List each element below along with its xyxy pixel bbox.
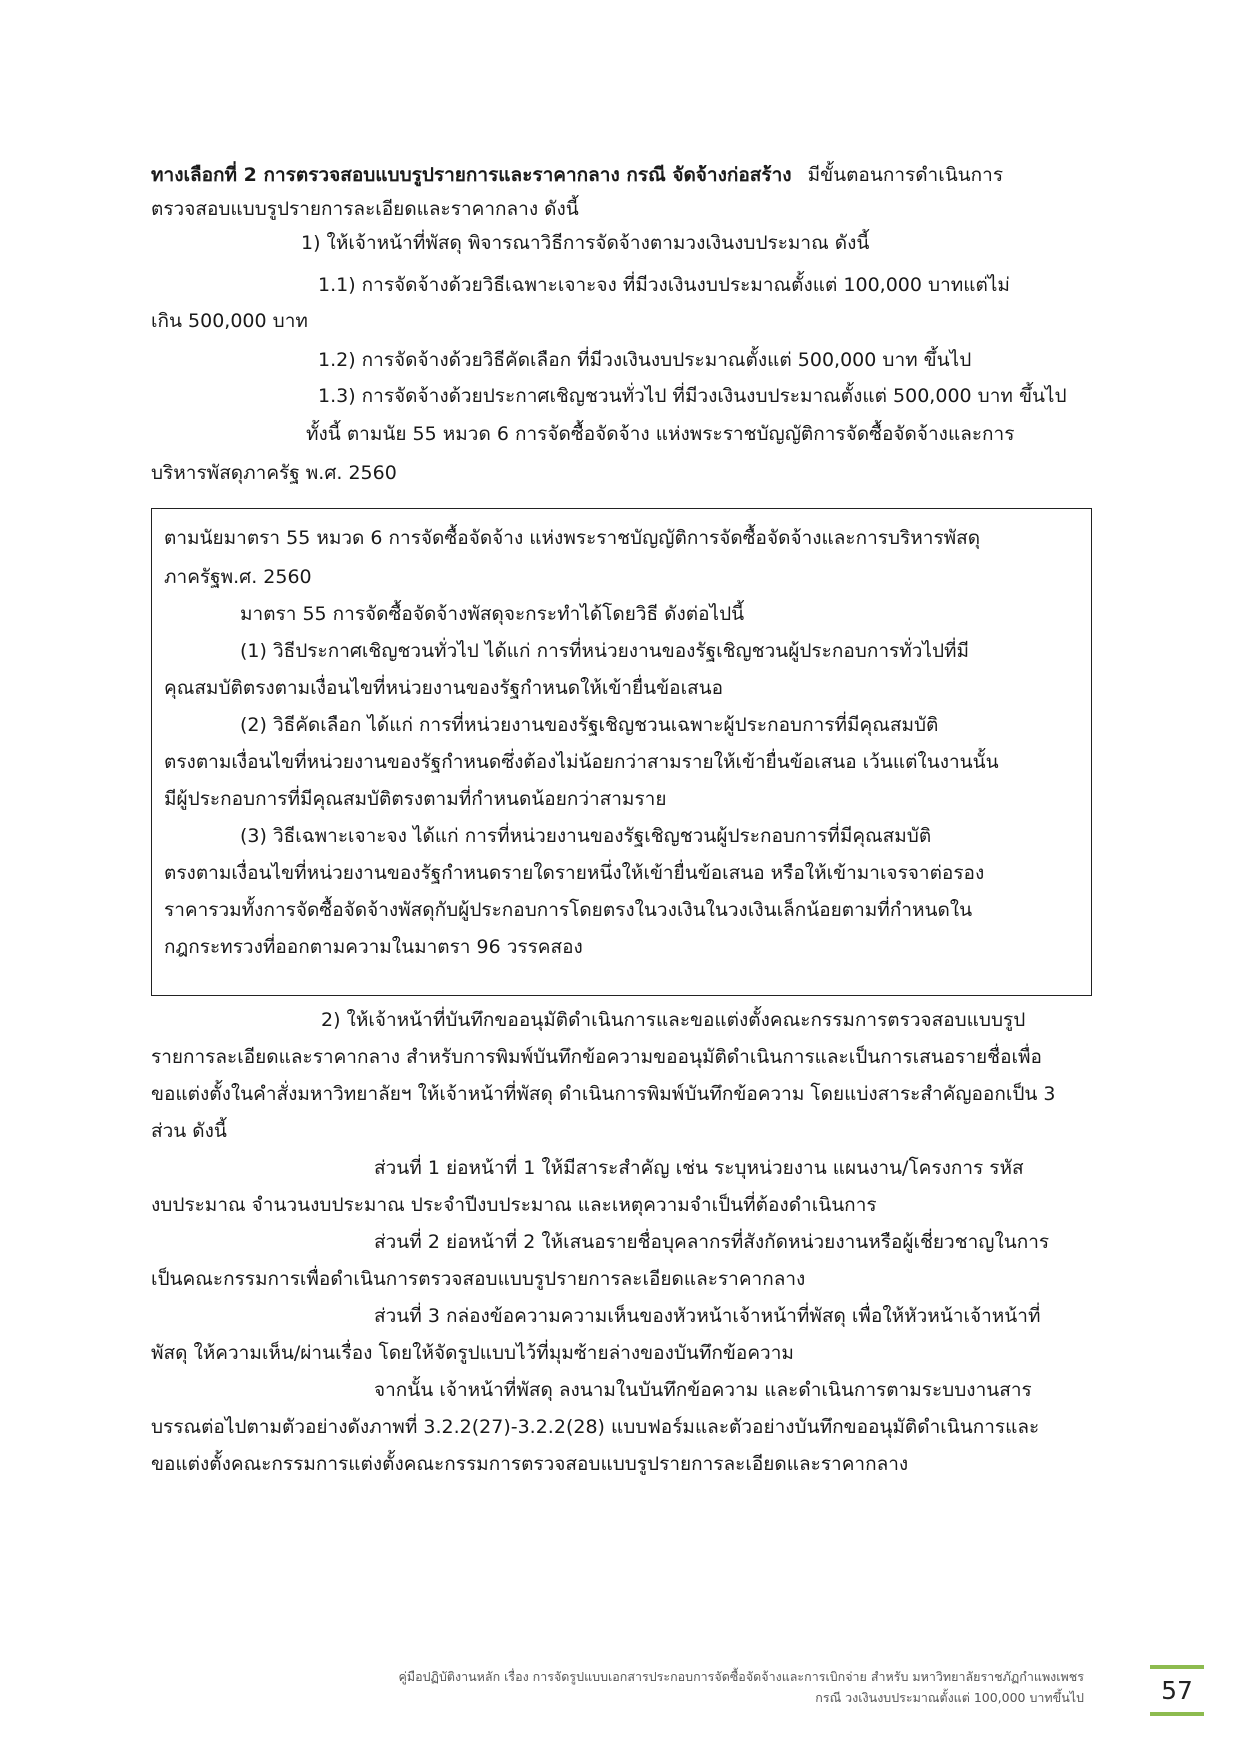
part-3-line: ส่วนที่ 3 กล่องข้อความความเห็นของหัวหน้าเจ้าหน้าที่พัสดุ เพื่อให้หัวหน้าเจ้าหน้าที่ — [374, 1305, 1041, 1327]
page-number: 57 — [1161, 1676, 1193, 1705]
paragraph-line: บรรณต่อไปตามตัวอย่างดังภาพที่ 3.2.2(27)-3.2.2(28) แบบฟอร์มและตัวอย่างบันทึกขออนุมัติดำเนินการและ — [151, 1416, 1040, 1438]
method-1-line: (1) วิธีประกาศเชิญชวนทั่วไป ได้แก่ การที่หน่วยงานของรัฐเชิญชวนผู้ประกอบการทั่วไปที่มี — [240, 640, 970, 662]
part-1-line: ส่วนที่ 1 ย่อหน้าที่ 1 ให้มีสาระสำคัญ เช่น ระบุหน่วยงาน แผนงาน/โครงการ รหัส — [374, 1157, 1024, 1179]
paragraph-line: ขอแต่งตั้งคณะกรรมการแต่งตั้งคณะกรรมการตรวจสอบแบบรูปรายการละเอียดและราคากลาง — [151, 1453, 909, 1475]
paragraph-line: เกิน 500,000 บาท — [151, 310, 308, 332]
section-55-line: มาตรา 55 การจัดซื้อจัดจ้างพัสดุจะกระทำได้โดยวิธี ดังต่อไปนี้ — [240, 603, 745, 625]
step-1-line: 1) ให้เจ้าหน้าที่พัสดุ พิจารณาวิธีการจัดจ้างตามวงเงินงบประมาณ ดังนี้ — [301, 232, 870, 254]
paragraph-line: บริหารพัสดุภาครัฐ พ.ศ. 2560 — [151, 462, 397, 484]
box-line: มีผู้ประกอบการที่มีคุณสมบัติตรงตามที่กำหนดน้อยกว่าสามราย — [164, 788, 667, 810]
method-2-line: (2) วิธีคัดเลือก ได้แก่ การที่หน่วยงานของรัฐเชิญชวนเฉพาะผู้ประกอบการที่มีคุณสมบัติ — [240, 714, 939, 736]
box-line: กฎกระทรวงที่ออกตามความในมาตรา 96 วรรคสอง — [164, 936, 583, 958]
footer-budget-note: กรณี วงเงินงบประมาณตั้งแต่ 100,000 บาทขึ้นไป — [815, 1690, 1084, 1705]
paragraph-line: เป็นคณะกรรมการเพื่อดำเนินการตรวจสอบแบบรูปรายการละเอียดและราคากลาง — [151, 1268, 806, 1290]
box-line: ตามนัยมาตรา 55 หมวด 6 การจัดซื้อจัดจ้าง แห่งพระราชบัญญัติการจัดซื้อจัดจ้างและการบริหารพัสดุ — [164, 527, 981, 549]
paragraph-line: งบประมาณ จำนวนงบประมาณ ประจำปีงบประมาณ และเหตุความจำเป็นที่ต้องดำเนินการ — [151, 1194, 877, 1216]
part-2-line: ส่วนที่ 2 ย่อหน้าที่ 2 ให้เสนอรายชื่อบุคลากรที่สังกัดหน่วยงานหรือผู้เชี่ยวชาญในการ — [374, 1231, 1050, 1253]
option-heading-line — [151, 163, 1003, 187]
option-heading-tail: มีขั้นตอนการดำเนินการ — [807, 164, 1004, 186]
box-line: ตรงตามเงื่อนไขที่หน่วยงานของรัฐกำหนดซึ่งต้องไม่น้อยกว่าสามรายให้เข้ายื่นข้อเสนอ เว้นแต่ในงานนั้น — [164, 751, 999, 773]
item-1-2-line: 1.2) การจัดจ้างด้วยวิธีคัดเลือก ที่มีวงเงินงบประมาณตั้งแต่ 500,000 บาท ขึ้นไป — [318, 349, 972, 371]
item-1-1-line: 1.1) การจัดจ้างด้วยวิธีเฉพาะเจาะจง ที่มีวงเงินงบประมาณตั้งแต่ 100,000 บาทแต่ไม่ — [318, 274, 1010, 296]
next-steps-line: จากนั้น เจ้าหน้าที่พัสดุ ลงนามในบันทึกข้อความ และดำเนินการตามระบบงานสาร — [374, 1379, 1032, 1401]
paragraph-line: ตรวจสอบแบบรูปรายการละเอียดและราคากลาง ดังนี้ — [151, 198, 579, 220]
box-line: ราคารวมทั้งการจัดซื้อจัดจ้างพัสดุกับผู้ประกอบการโดยตรงในวงเงินในวงเงินเล็กน้อยตามที่กำหนดใน — [164, 899, 973, 921]
page-number-bottom-bar — [1150, 1712, 1204, 1716]
box-line: คุณสมบัติตรงตามเงื่อนไขที่หน่วยงานของรัฐกำหนดให้เข้ายื่นข้อเสนอ — [164, 677, 724, 699]
footer-manual-title: คู่มือปฏิบัติงานหลัก เรื่อง การจัดรูปแบบเอกสารประกอบการจัดซื้อจัดจ้างและการเบิกจ่าย สำหรับ มหาวิทยาลัยราชภัฏกำแพงเพชร — [398, 1669, 1084, 1684]
step-2-line: 2) ให้เจ้าหน้าที่บันทึกขออนุมัติดำเนินการและขอแต่งตั้งคณะกรรมการตรวจสอบแบบรูป — [321, 1009, 1026, 1031]
page-number-top-bar — [1150, 1665, 1204, 1669]
paragraph-line: ส่วน ดังนี้ — [151, 1120, 227, 1142]
method-3-line: (3) วิธีเฉพาะเจาะจง ได้แก่ การที่หน่วยงานของรัฐเชิญชวนผู้ประกอบการที่มีคุณสมบัติ — [240, 825, 932, 847]
option-heading-title: ทางเลือกที่ 2 การตรวจสอบแบบรูปรายการและราคากลาง กรณี จัดจ้างก่อสร้าง — [151, 164, 792, 186]
item-1-3-line: 1.3) การจัดจ้างด้วยประกาศเชิญชวนทั่วไป ที่มีวงเงินงบประมาณตั้งแต่ 500,000 บาท ขึ้นไป — [318, 385, 1067, 407]
box-line: ภาครัฐพ.ศ. 2560 — [164, 566, 312, 588]
paragraph-line: ขอแต่งตั้งในคำสั่งมหาวิทยาลัยฯ ให้เจ้าหน้าที่พัสดุ ดำเนินการพิมพ์บันทึกข้อความ โดยแบ่งสาระสำคัญออกเป็น 3 — [151, 1083, 1056, 1105]
paragraph-line: รายการละเอียดและราคากลาง สำหรับการพิมพ์บันทึกข้อความขออนุมัติดำเนินการและเป็นการเสนอรายชื่อเพื่อ — [151, 1046, 1042, 1068]
box-line: ตรงตามเงื่อนไขที่หน่วยงานของรัฐกำหนดรายใดรายหนึ่งให้เข้ายื่นข้อเสนอ หรือให้เข้ามาเจรจาต่อรอง — [164, 862, 985, 884]
reference-line: ทั้งนี้ ตามนัย 55 หมวด 6 การจัดซื้อจัดจ้าง แห่งพระราชบัญญัติการจัดซื้อจัดจ้างและการ — [306, 423, 1015, 445]
paragraph-line: พัสดุ ให้ความเห็น/ผ่านเรื่อง โดยให้จัดรูปแบบไว้ที่มุมซ้ายล่างของบันทึกข้อความ — [151, 1342, 794, 1364]
